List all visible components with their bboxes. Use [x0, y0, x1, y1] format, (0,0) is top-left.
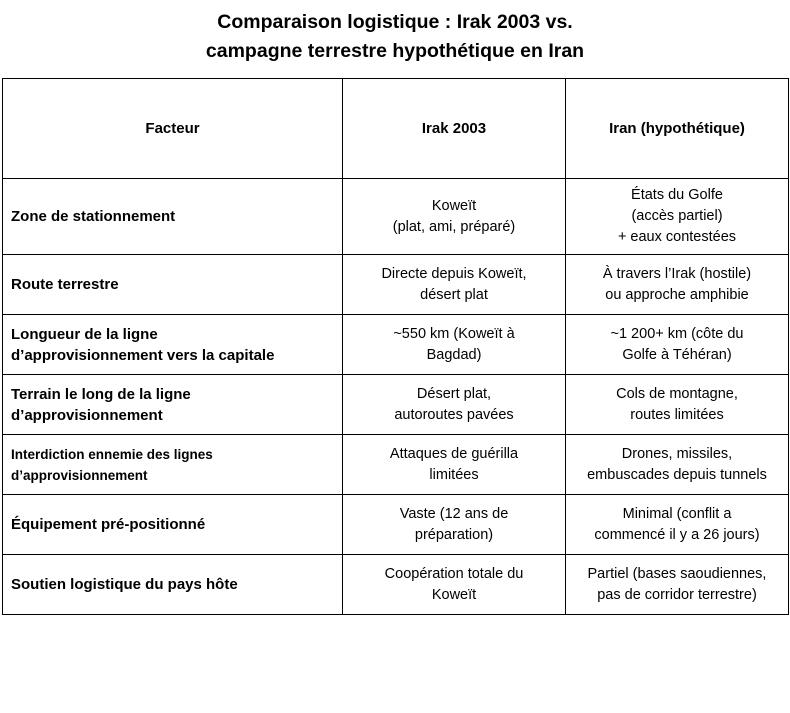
row-iraq-value: Désert plat, autoroutes pavées [343, 375, 566, 435]
row-iran-value: À travers l’Irak (hostile) ou approche amphibie [566, 255, 789, 315]
page-title [0, 0, 790, 66]
table-row [3, 555, 789, 615]
row-iraq-value: Directe depuis Koweït, désert plat [343, 255, 566, 315]
column-header-factor: Facteur [3, 79, 343, 179]
table-row [3, 179, 789, 255]
page-title-line-1: Comparaison logistique : Irak 2003 vs. [217, 11, 573, 33]
comparison-table [2, 78, 789, 615]
page-title-line-2: campagne terrestre hypothétique en Iran [205, 40, 585, 62]
row-factor-label: Route terrestre [3, 255, 343, 315]
row-iraq-value: ~550 km (Koweït à Bagdad) [343, 315, 566, 375]
row-factor-label: Équipement pré-positionné [3, 495, 343, 555]
table-body [3, 179, 789, 615]
row-iran-value: Partiel (bases saoudiennes, pas de corridor terrestre) [566, 555, 789, 615]
row-iran-value: Drones, missiles, embuscades depuis tunnels [566, 435, 789, 495]
table-row [3, 375, 789, 435]
table-row [3, 495, 789, 555]
table-row [3, 255, 789, 315]
row-factor-label: Soutien logistique du pays hôte [3, 555, 343, 615]
row-iran-value: États du Golfe (accès partiel) + eaux contestées [566, 179, 789, 255]
row-iraq-value: Attaques de guérilla limitées [343, 435, 566, 495]
row-factor-label: Interdiction ennemie des lignes d’approvisionnement [3, 435, 343, 495]
row-iraq-value: Koweït (plat, ami, préparé) [343, 179, 566, 255]
column-header-iraq: Irak 2003 [343, 79, 566, 179]
row-iran-value: Minimal (conflit a commencé il y a 26 jours) [566, 495, 789, 555]
column-header-iran: Iran (hypothétique) [566, 79, 789, 179]
row-iraq-value: Coopération totale du Koweït [343, 555, 566, 615]
table-row [3, 435, 789, 495]
row-factor-label: Longueur de la ligne d’approvisionnement vers la capitale [3, 315, 343, 375]
table-row [3, 315, 789, 375]
row-iraq-value: Vaste (12 ans de préparation) [343, 495, 566, 555]
table-header-row [3, 79, 789, 179]
row-factor-label: Zone de stationnement [3, 179, 343, 255]
row-factor-label: Terrain le long de la ligne d’approvisionnement [3, 375, 343, 435]
table-header [3, 79, 789, 179]
row-iran-value: ~1 200+ km (côte du Golfe à Téhéran) [566, 315, 789, 375]
row-iran-value: Cols de montagne, routes limitées [566, 375, 789, 435]
